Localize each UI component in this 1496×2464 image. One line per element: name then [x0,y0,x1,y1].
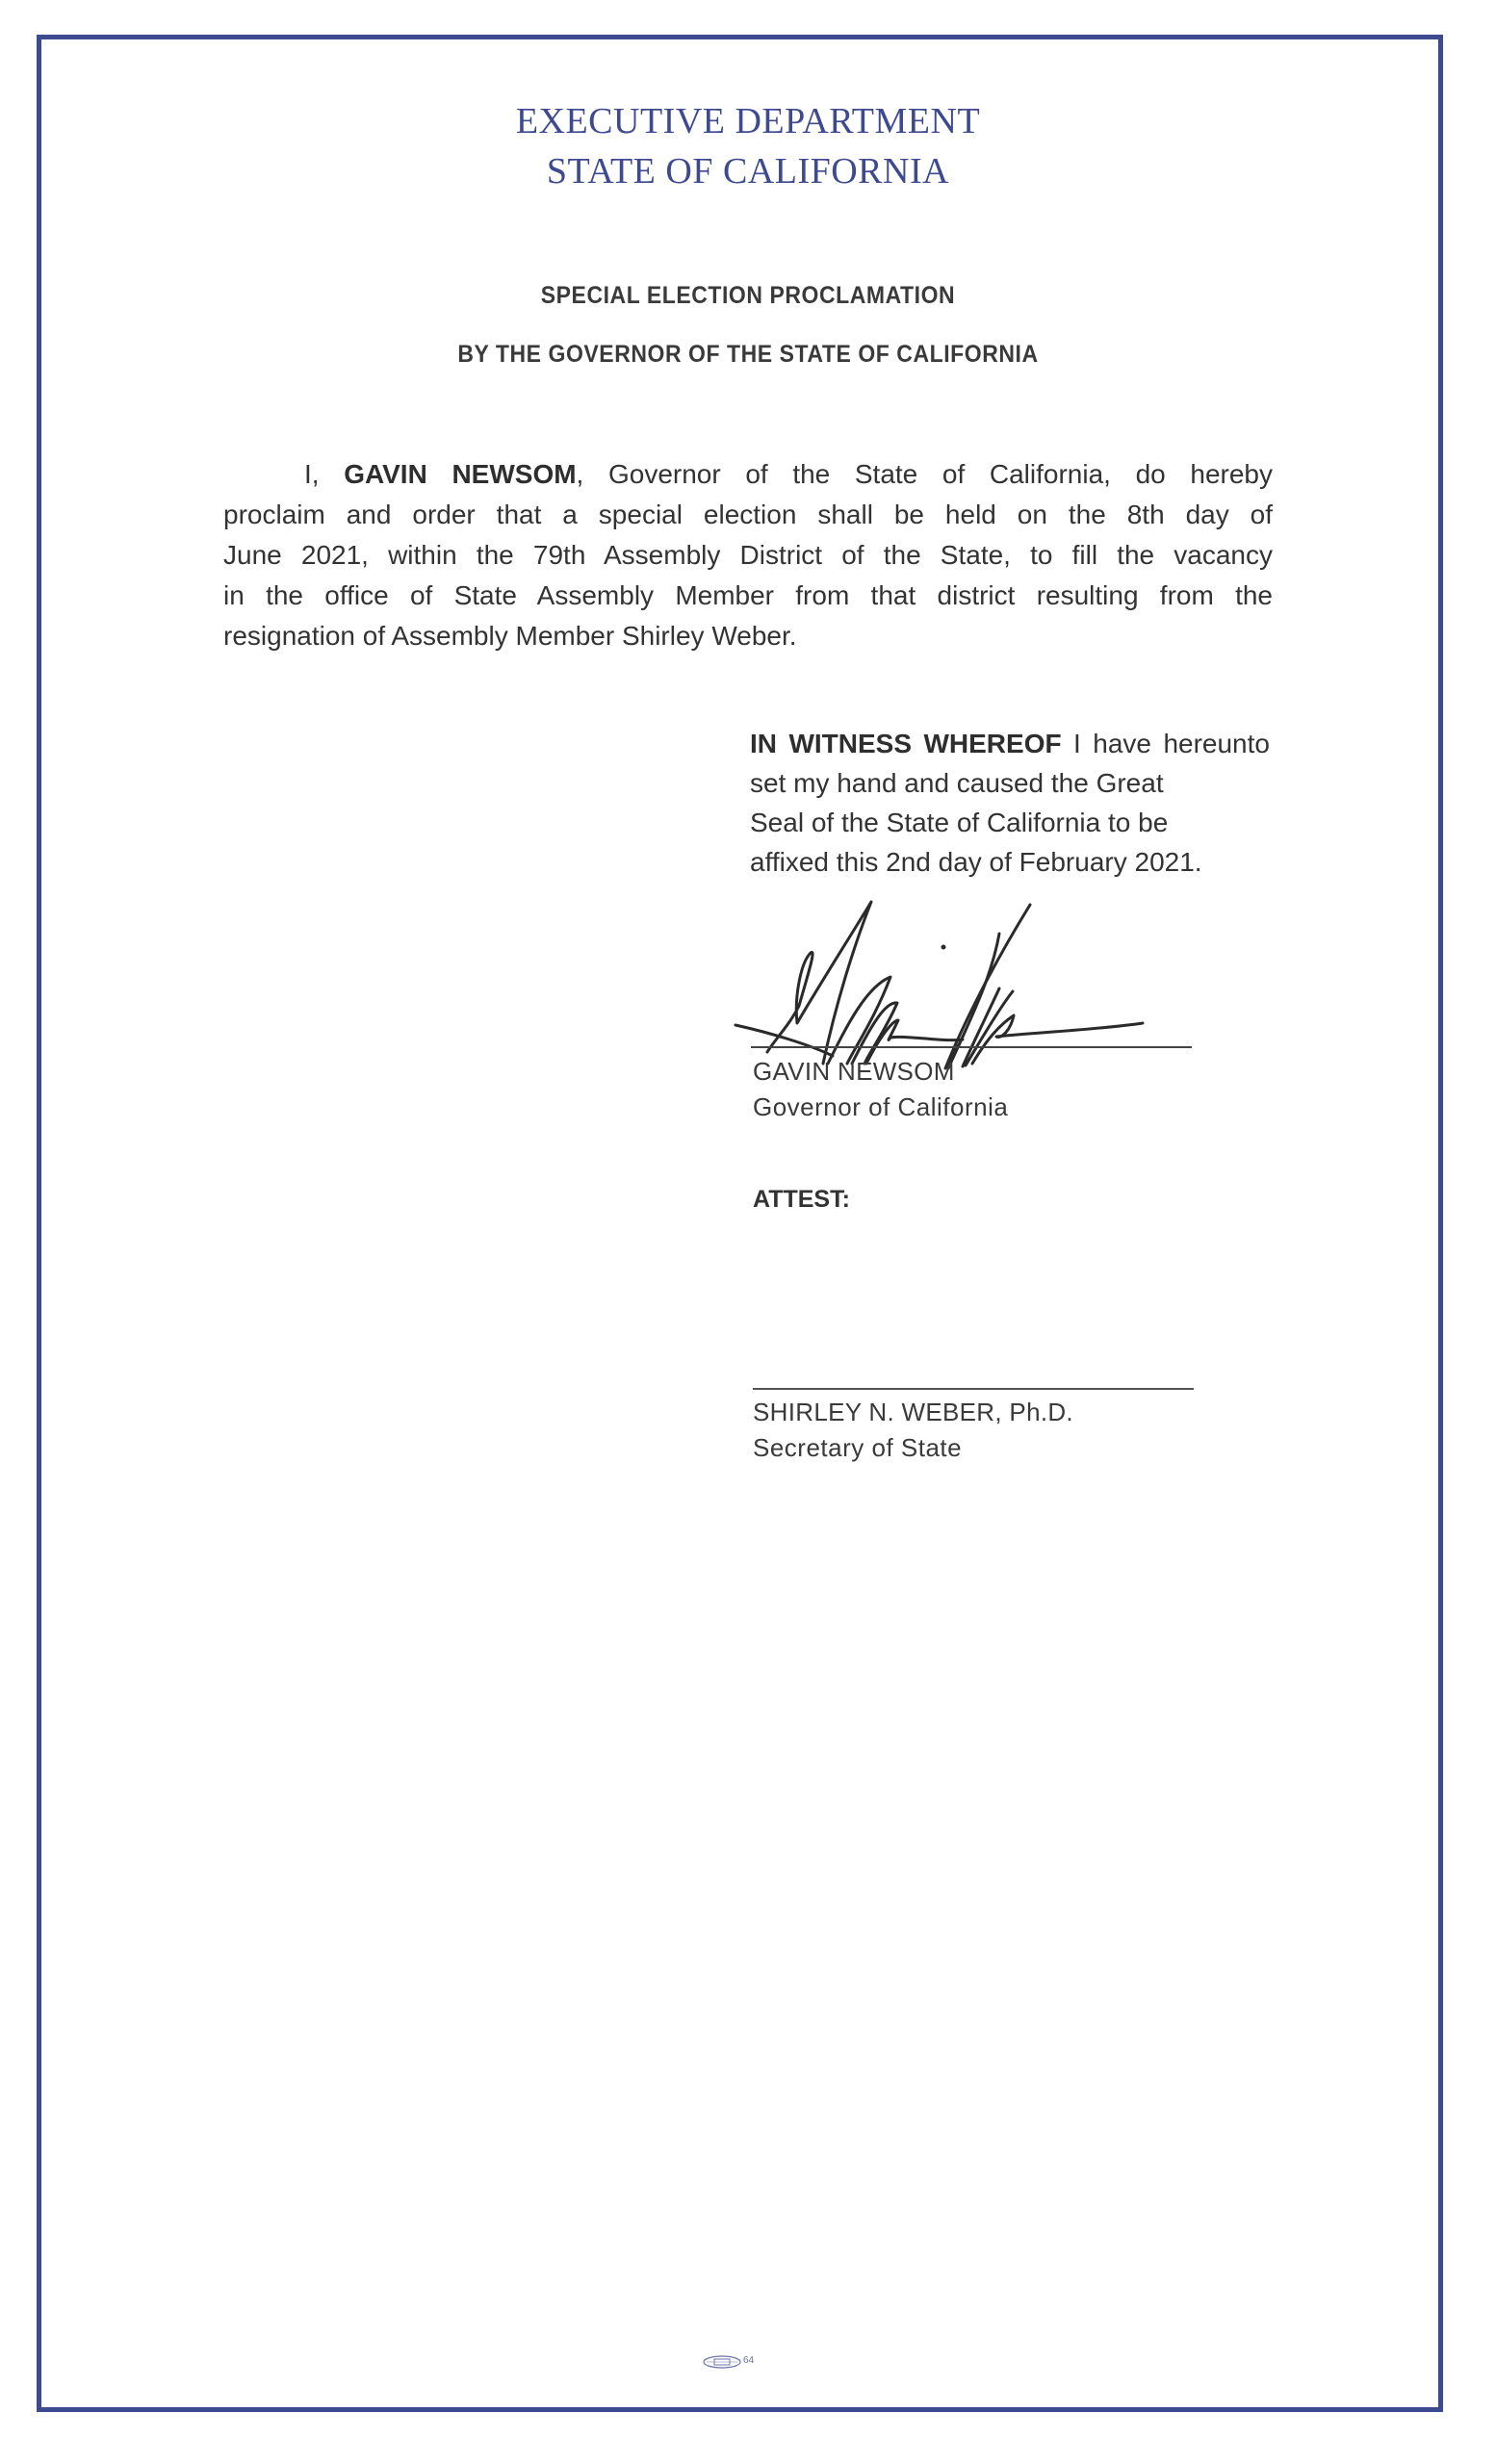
union-label-icon [703,2354,741,2370]
union-label-number: 64 [743,2355,755,2366]
header-state-of-california: STATE OF CALIFORNIA [546,151,950,192]
secretary-name: SHIRLEY N. WEBER, Ph.D. [753,1398,1073,1426]
page-border [37,35,1443,2412]
governor-signature-line [751,1046,1192,1048]
witness-line: set my hand and caused the Great [750,768,1164,798]
paragraph-line: proclaim and order that a special election shall be held on the 8th day of [223,500,1273,529]
paragraph-line [223,454,1273,495]
secretary-title: Secretary of State [753,1433,963,1462]
witness-line [750,724,1270,763]
paragraph-line: June 2021, within the 79th Assembly District of the State, to fill the vacancy [223,540,1273,570]
proclamation-title: SPECIAL ELECTION PROCLAMATION [540,282,956,309]
witness-text: I have hereunto [1061,729,1270,758]
paragraph-line: in the office of State Assembly Member from that district resulting from the [223,580,1273,610]
witness-clause [750,724,1270,882]
text-prefix: I, [304,459,345,489]
header-executive-department: EXECUTIVE DEPARTMENT [515,101,981,141]
governor-signature-icon [732,881,1155,1073]
witness-line: Seal of the State of California to be [750,808,1169,837]
attest-label: ATTEST: [753,1186,850,1213]
witness-line: affixed this 2nd day of February 2021. [750,847,1202,877]
proclamation-paragraph [223,454,1273,656]
text-suffix: , Governor of the State of California, do hereby [576,459,1273,489]
paragraph-line: resignation of Assembly Member Shirley Weber. [223,621,797,651]
governor-title: Governor of California [753,1092,1009,1121]
governor-name-bold: GAVIN NEWSOM [344,459,577,489]
proclamation-subtitle: BY THE GOVERNOR OF THE STATE OF CALIFORNIA [457,341,1039,368]
governor-name: GAVIN NEWSOM [753,1057,955,1086]
witness-bold: IN WITNESS WHEREOF [750,729,1062,758]
attest-signature-line [753,1388,1194,1390]
